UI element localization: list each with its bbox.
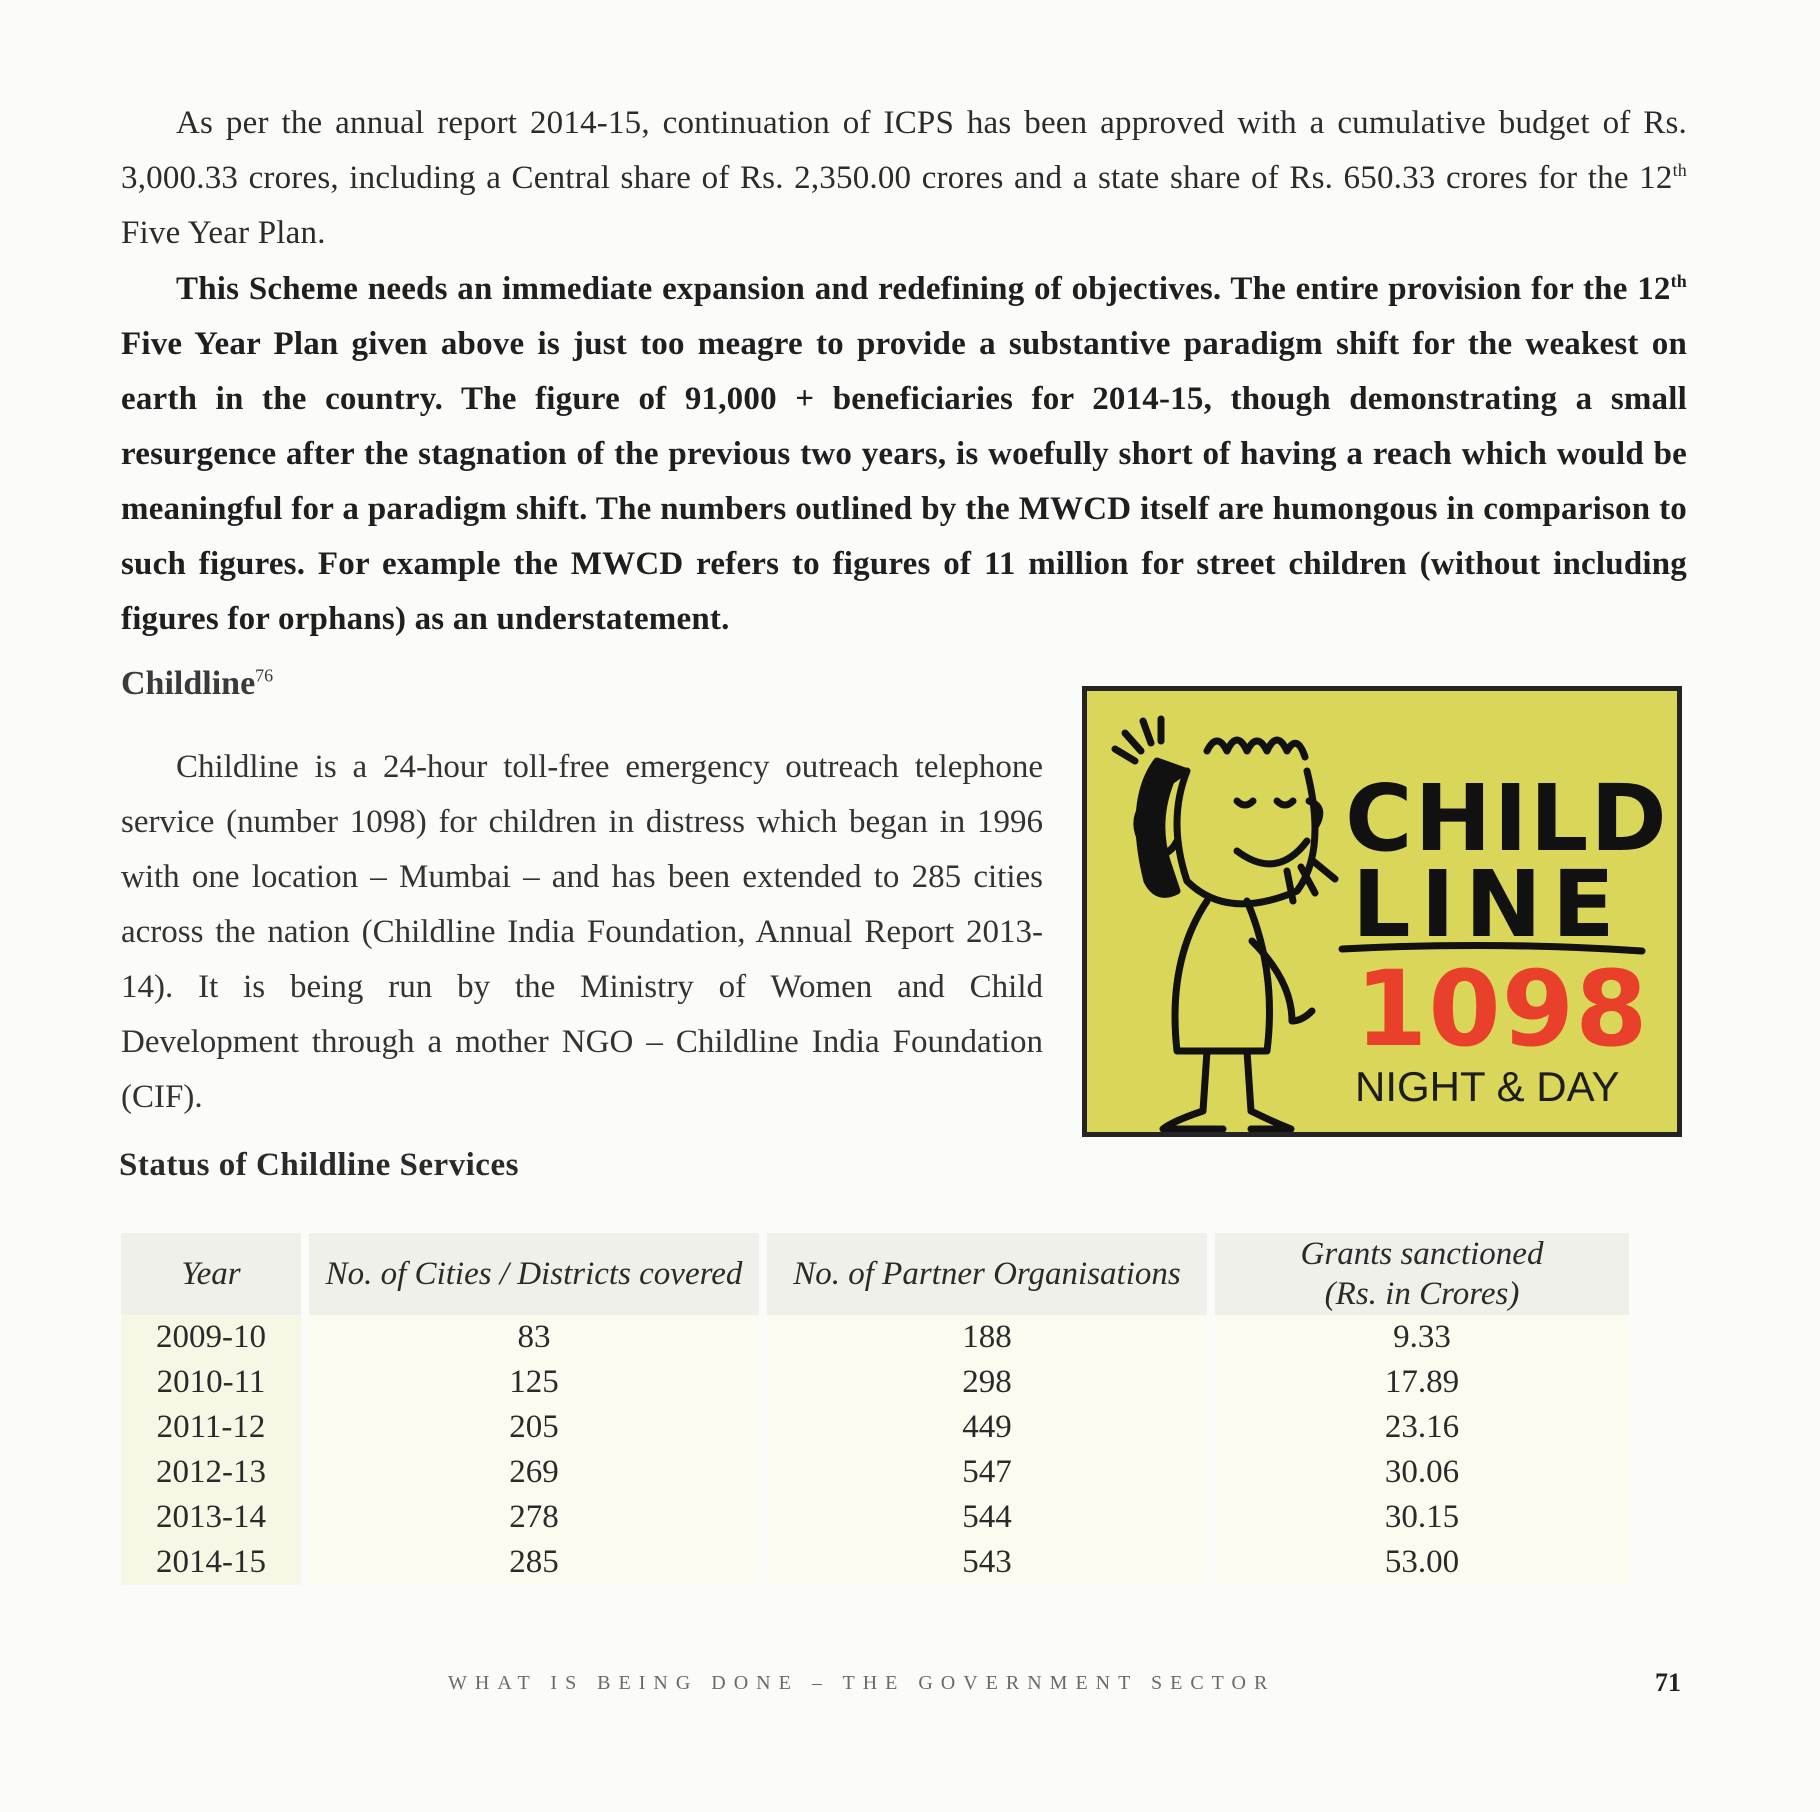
- table-row: [121, 1360, 1629, 1405]
- column-gap: [1207, 1495, 1215, 1540]
- paragraph-text: Childline is a 24-hour toll-free emergency outreach telephone service (number 1098) for children in distress which began in 1996 with one location – Mumbai – and has been extended to 285 cities across the nation (Childline India Foundation, Annual Report 2013-14). It is being run by the Ministry of Women and Child Development through a mother NGO – Childline India Foundation (CIF).: [121, 749, 1043, 1115]
- column-gap: [301, 1315, 309, 1360]
- column-gap: [759, 1450, 767, 1495]
- column-gap: [301, 1405, 309, 1450]
- logo-helpline-number: 1098: [1355, 948, 1649, 1070]
- cell-partners: 547: [767, 1450, 1207, 1495]
- column-gap: [759, 1315, 767, 1360]
- paragraph-text: Five Year Plan given above is just too meagre to provide a substantive paradigm shift for the weakest on earth in the country. The figure of 91,000 + beneficiaries for 2014-15, though demonstrating a small resurgence after the stagnation of the previous two years, is woefully short of having a reach which would be meaningful for a paradigm shift. The numbers outlined by the MWCD itself are humongous in comparison to such figures. For example the MWCD refers to figures of 11 million for street children (without including figures for orphans) as an understatement.: [121, 326, 1687, 637]
- cell-cities: 285: [309, 1540, 759, 1585]
- column-header-grants: [1215, 1233, 1629, 1315]
- paragraph-text: Five Year Plan.: [121, 215, 326, 251]
- column-gap: [759, 1495, 767, 1540]
- footnote-reference: 76: [255, 665, 274, 686]
- cell-grants: 30.06: [1215, 1450, 1629, 1495]
- cell-partners: 298: [767, 1360, 1207, 1405]
- table-header-row: [121, 1233, 1629, 1315]
- column-gap: [1207, 1233, 1215, 1315]
- cell-cities: 278: [309, 1495, 759, 1540]
- table-row: [121, 1405, 1629, 1450]
- column-gap: [301, 1450, 309, 1495]
- column-gap: [1207, 1315, 1215, 1360]
- logo-word-child: CHILD: [1345, 765, 1669, 872]
- column-gap: [1207, 1450, 1215, 1495]
- cell-year: 2014-15: [121, 1540, 301, 1585]
- cell-grants: 30.15: [1215, 1495, 1629, 1540]
- column-gap: [759, 1233, 767, 1315]
- cell-grants: 17.89: [1215, 1360, 1629, 1405]
- header-text: Grants sanctioned: [1300, 1236, 1544, 1272]
- column-gap: [1207, 1540, 1215, 1585]
- cell-cities: 269: [309, 1450, 759, 1495]
- table-row: [121, 1540, 1629, 1585]
- table-row: [121, 1450, 1629, 1495]
- superscript: th: [1672, 160, 1687, 180]
- column-gap: [301, 1540, 309, 1585]
- cell-partners: 544: [767, 1495, 1207, 1540]
- column-header-partners: No. of Partner Organisations: [767, 1233, 1207, 1315]
- logo-word-line: LINE: [1352, 851, 1625, 958]
- column-header-year: Year: [121, 1233, 301, 1315]
- cell-cities: 83: [309, 1315, 759, 1360]
- paragraph-text: As per the annual report 2014-15, continuation of ICPS has been approved with a cumulative budget of Rs. 3,000.33 crores, including a Central share of Rs. 2,350.00 crores and a state share of Rs. 650.33 crores for the 12: [121, 105, 1687, 196]
- column-gap: [1207, 1360, 1215, 1405]
- table-row: [121, 1315, 1629, 1360]
- section-heading-childline: [121, 665, 273, 703]
- column-gap: [759, 1540, 767, 1585]
- column-gap: [301, 1360, 309, 1405]
- cell-grants: 53.00: [1215, 1540, 1629, 1585]
- running-footer: WHAT IS BEING DONE – THE GOVERNMENT SECTOR: [448, 1672, 1276, 1694]
- logo-tagline: NIGHT & DAY: [1355, 1063, 1620, 1110]
- column-gap: [1207, 1405, 1215, 1450]
- header-text: (Rs. in Crores): [1324, 1276, 1520, 1312]
- paragraph-text: This Scheme needs an immediate expansion and redefining of objectives. The entire provision for the 12: [176, 271, 1671, 307]
- childline-status-table: [121, 1233, 1629, 1585]
- cell-partners: 188: [767, 1315, 1207, 1360]
- column-gap: [759, 1360, 767, 1405]
- paragraph-icps-budget: [121, 96, 1687, 261]
- paragraph-scheme-expansion: [121, 262, 1687, 647]
- superscript: th: [1670, 271, 1687, 291]
- paragraph-childline-description: [121, 740, 1043, 1125]
- cell-grants: 23.16: [1215, 1405, 1629, 1450]
- column-gap: [301, 1495, 309, 1540]
- cell-partners: 449: [767, 1405, 1207, 1450]
- childline-logo: [1082, 686, 1682, 1137]
- cell-cities: 205: [309, 1405, 759, 1450]
- cell-grants: 9.33: [1215, 1315, 1629, 1360]
- heading-text: Childline: [121, 665, 256, 702]
- cell-partners: 543: [767, 1540, 1207, 1585]
- cell-year: 2012-13: [121, 1450, 301, 1495]
- cell-year: 2011-12: [121, 1405, 301, 1450]
- cell-year: 2009-10: [121, 1315, 301, 1360]
- cell-cities: 125: [309, 1360, 759, 1405]
- table-heading: Status of Childline Services: [119, 1147, 519, 1183]
- column-gap: [759, 1405, 767, 1450]
- column-header-cities: No. of Cities / Districts covered: [309, 1233, 759, 1315]
- page-number: 71: [1655, 1668, 1681, 1697]
- cell-year: 2010-11: [121, 1360, 301, 1405]
- column-gap: [301, 1233, 309, 1315]
- table-body: [121, 1315, 1629, 1585]
- table-row: [121, 1495, 1629, 1540]
- cell-year: 2013-14: [121, 1495, 301, 1540]
